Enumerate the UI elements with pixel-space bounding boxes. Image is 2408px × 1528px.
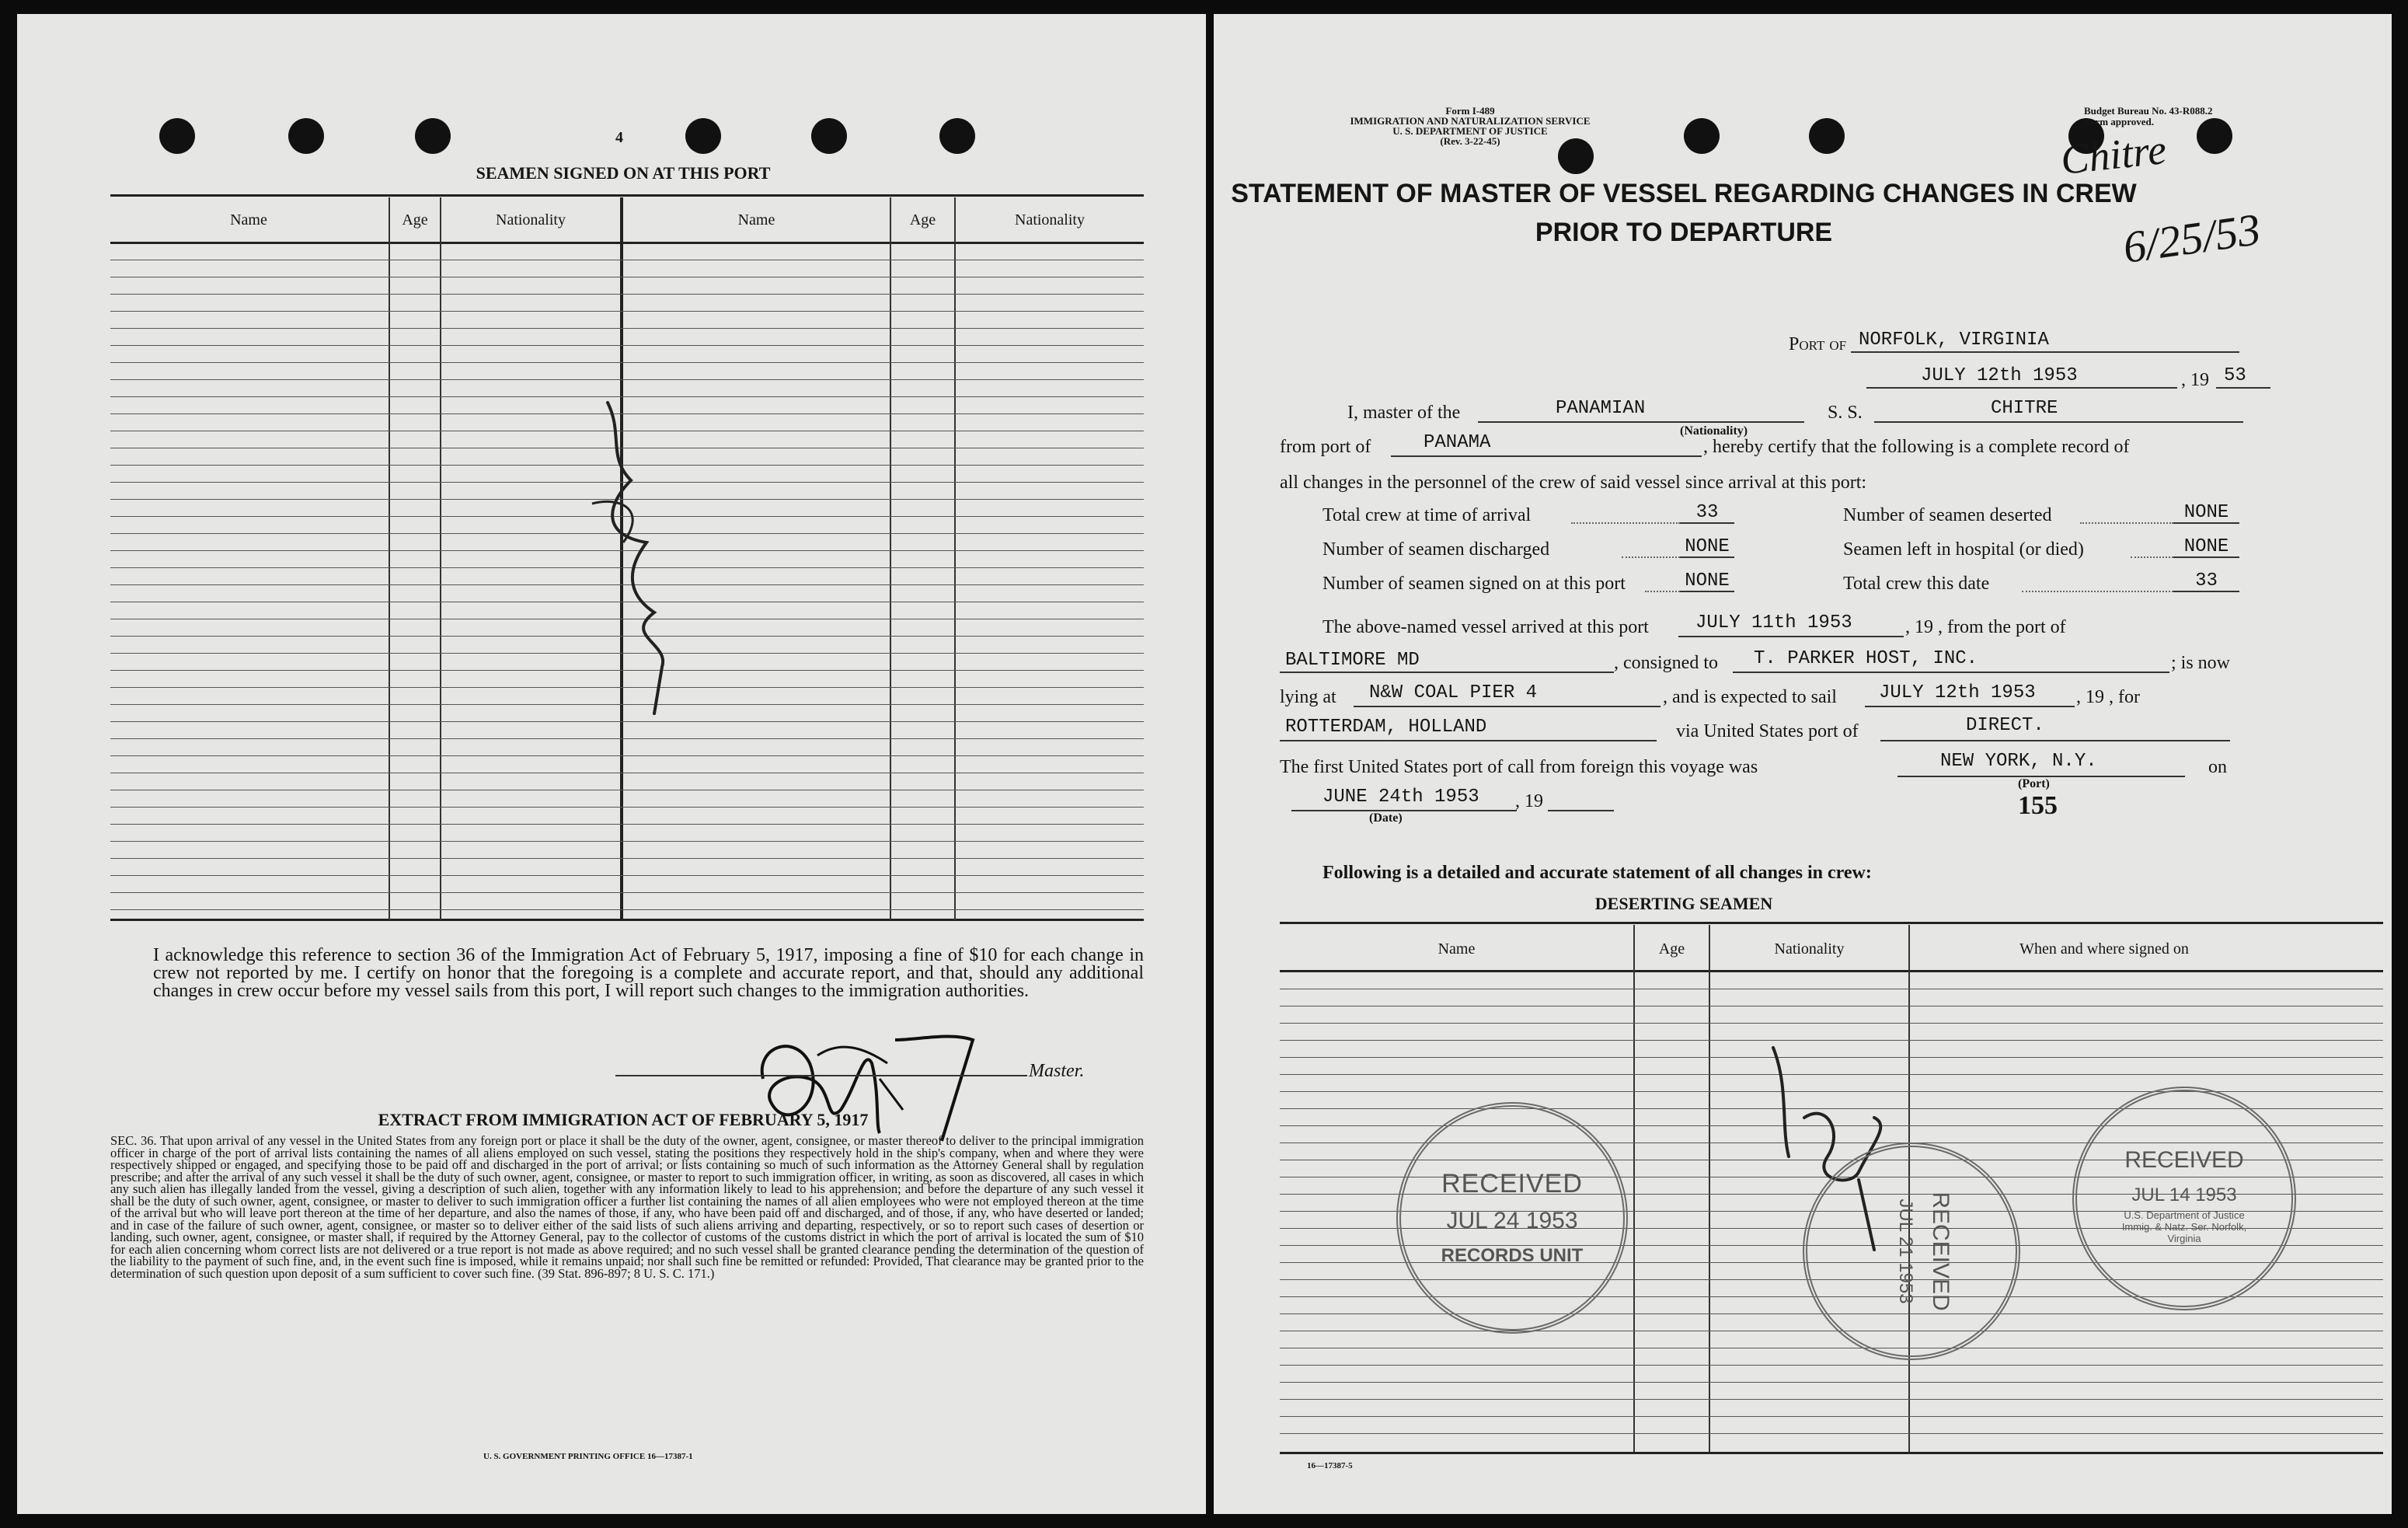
ship-value: CHITRE [1991, 398, 2058, 419]
col-header-nationality: Nationality [1774, 940, 1845, 958]
col-divider [389, 197, 390, 920]
punch-hole [159, 118, 195, 154]
consigned-label: , consigned to [1614, 653, 1718, 673]
nationality-line [1478, 421, 1804, 423]
stamp-date: JUL 14 1953 [2131, 1184, 2237, 1205]
stat-line [1680, 556, 1734, 558]
table-bottom-rule [1280, 1452, 2383, 1454]
budget-note [2084, 106, 2213, 127]
first-port-label: The first United States port of call from foreign this voyage was [1280, 757, 1758, 777]
leader-dots [2080, 522, 2173, 524]
expected-label: , and is expected to sail [1663, 687, 1837, 707]
col-header-signed-on: When and where signed on [2019, 940, 2189, 958]
year-line [2216, 387, 2270, 389]
leader-dots [1571, 522, 1680, 524]
stamp-text: RECEIVED [2124, 1147, 2244, 1173]
from-port-value: PANAMA [1424, 432, 1491, 453]
date-value: JULY 12th 1953 [1921, 365, 2078, 386]
on-label: on [2208, 757, 2227, 777]
port-line [1851, 351, 2239, 353]
stamp-sub: U.S. Department of Justice Immig. & Natz. Ser. Norfolk, Virginia [2121, 1209, 2247, 1244]
year-value: 53 [2224, 365, 2246, 386]
first-date-value: JUNE 24th 1953 [1322, 787, 1479, 808]
leader-dots [2131, 556, 2173, 558]
deserting-title: DESERTING SEAMEN [1594, 894, 1773, 913]
from-port-line [1391, 455, 1702, 457]
col-header-nationality: Nationality [496, 211, 566, 229]
punch-hole [1809, 118, 1845, 154]
stat-value: 33 [2195, 570, 2218, 591]
table-row-rule [110, 311, 1144, 312]
col-header-nationality: Nationality [1015, 211, 1085, 229]
col-header-age: Age [402, 211, 428, 229]
col-header-name: Name [230, 211, 267, 229]
right-page [1214, 14, 2392, 1514]
via-line [1880, 740, 2230, 741]
form-title: STATEMENT OF MASTER OF VESSEL REGARDING CHANGES IN CREW [1231, 179, 2137, 208]
stat-label: Number of seamen discharged [1322, 539, 1550, 560]
table-row-rule [110, 892, 1144, 893]
destination-value: ROTTERDAM, HOLLAND [1285, 717, 1487, 738]
form-header [1291, 106, 1649, 146]
via-value: DIRECT. [1966, 715, 2044, 736]
certify-text: , hereby certify that the following is a complete record of [1703, 437, 2130, 457]
stat-line [2173, 591, 2239, 592]
agency-name: IMMIGRATION AND NATURALIZATION SERVICE [1350, 115, 1591, 127]
arrived-label: The above-named vessel arrived at this port [1322, 617, 1649, 637]
date-caption: (Date) [1369, 811, 1403, 825]
stat-label: Number of seamen deserted [1843, 505, 2052, 525]
table-row-rule [110, 909, 1144, 910]
received-stamp [1803, 1143, 2020, 1360]
port-label: Port of [1789, 334, 1847, 354]
table-row-rule [110, 738, 1144, 739]
arrived-line [1678, 636, 1904, 637]
destination-line [1280, 740, 1657, 741]
extract-title: EXTRACT FROM IMMIGRATION ACT OF FEBRUARY 5, 1917 [378, 1110, 869, 1129]
nationality-value: PANAMIAN [1556, 398, 1646, 419]
signature-line [615, 1075, 1027, 1076]
stat-label: Total crew at time of arrival [1322, 505, 1532, 525]
first-date-line [1291, 810, 1517, 811]
col-divider [954, 197, 956, 920]
col-header-name: Name [737, 211, 775, 229]
stat-line [1680, 522, 1734, 524]
consigned-value: T. PARKER HOST, INC. [1754, 648, 1978, 669]
date-line [1866, 387, 2177, 389]
stat-value: 33 [1695, 502, 1719, 523]
from-port-label: from port of [1280, 437, 1371, 457]
form-footer: 16—17387-5 [1307, 1461, 1353, 1470]
first-port-value: NEW YORK, N.Y. [1940, 751, 2097, 772]
form-number: Form I-489 [1445, 105, 1495, 117]
left-page [17, 14, 1206, 1514]
page-number: 4 [615, 129, 623, 146]
via-label: via United States port of [1676, 721, 1859, 741]
stamp-date: JUL 21 1953 [1895, 1198, 1916, 1304]
col-header-age: Age [909, 211, 936, 229]
ship-line [1874, 421, 2243, 423]
handwritten-ship: Chitre [2058, 126, 2169, 183]
leader-dots [1622, 556, 1680, 558]
col-divider [890, 197, 891, 920]
table-top-rule [1280, 922, 2383, 924]
date-year-prefix: , 19 [1515, 791, 1543, 811]
sail-value: JULY 12th 1953 [1879, 682, 2036, 703]
table-bottom-rule [110, 919, 1144, 921]
table-row-rule [1280, 1399, 2383, 1400]
for-label: , 19 , for [2076, 687, 2140, 707]
leader-dots [1645, 591, 1680, 592]
table-row-rule [1280, 1416, 2383, 1417]
stamp-text: RECEIVED [1928, 1191, 1953, 1311]
changes-text: all changes in the personnel of the crew of said vessel since arrival at this port: [1280, 473, 1867, 493]
arrived-value: JULY 11th 1953 [1695, 612, 1852, 633]
table-row-rule [110, 755, 1144, 756]
master-label: Master. [1029, 1061, 1085, 1081]
stat-value: NONE [1685, 536, 1730, 557]
punch-hole [1684, 118, 1720, 154]
stat-line [2173, 522, 2239, 524]
punch-hole [415, 118, 451, 154]
stat-value: NONE [1685, 570, 1730, 591]
col-header-name: Name [1437, 940, 1476, 958]
received-stamp [1396, 1102, 1628, 1334]
stat-value: NONE [2183, 536, 2229, 557]
year-prefix: , 19 [2181, 370, 2209, 390]
stat-label: Total crew this date [1843, 574, 1990, 594]
stamp-text: RECEIVED [1441, 1169, 1583, 1198]
table-row-rule [1280, 1382, 2383, 1383]
consigned-line [1733, 672, 2169, 673]
budget-number: Budget Bureau No. 43-R088.2 [2084, 105, 2213, 117]
table-header-rule [110, 242, 1144, 244]
punch-hole [685, 118, 721, 154]
number-stamp: 155 [2018, 791, 2058, 820]
arrived-from-line [1280, 672, 1614, 673]
table-row-rule [110, 362, 1144, 363]
stamp-sub: RECORDS UNIT [1441, 1245, 1584, 1266]
lying-label: lying at [1280, 687, 1336, 707]
extract-text: SEC. 36. That upon arrival of any vessel in the United States from any foreign port or place it shall be the duty of the owner, agent, consignee, or master thereof to deliver to the principal immigration officer in charge of the port of arrival lists containing the names of all aliens employed on such vessel, stating the positions they respectively hold in the ship's company, when and where they were respectively shipped or engaged, and specifying those to be paid off and discharged in the port of arrival; or lists containing so much of such information as the Attorney General shall by regulation prescribe; and after the arrival of any such vessel it shall be the duty of such owner, agent, consignee, or master to report to such immigration officer, in writing, as soon as discovered, all cases in which any such alien has illegally landed from the vessel, giving a description of such alien, together with any information likely to lead to his apprehension; and before the departure of any such vessel it shall be the duty of such owner, agent, consignee, or master to deliver to such immigration officer a further list containing the names of all alien employees who were not employed thereon at the time of the arrival but who will leave port thereon at the time of her departure, and also the names of those, if any, who have been paid off and discharged, and of those, if any, who have deserted or landed; and in case of the failure of such owner, agent, consignee, or master so to deliver either of the said lists of such aliens arriving and departing, respectively, or so to report such cases of desertion or landing, such owner, agent, consignee, or master shall, if required by the Attorney General, pay to the collector of customs of the customs district in which the port of arrival is located the sum of $10 for each alien concerning whom correct lists are not delivered or a true report is not made as above required; and no such vessel shall be granted clearance pending the determination of the question of the liability to the payment of such fine, and, in the event such fine is imposed, while it remains unpaid; nor shall such fine be remitted or refunded: Provided, That clearance may be granted prior to the determination of such question upon deposit of a sum sufficient to cover such fine. (39 Stat. 896-897; 8 U. S. C. 171.) [110, 1133, 1144, 1281]
stamp-date: JUL 24 1953 [1446, 1208, 1578, 1233]
table-row-rule [110, 294, 1144, 295]
col-divider [1633, 925, 1635, 1453]
table-row-rule [110, 875, 1144, 876]
table-row-rule [110, 345, 1144, 346]
port-caption: (Port) [2018, 777, 2050, 790]
table-row-rule [1280, 1365, 2383, 1366]
arrived-from-value: BALTIMORE MD [1285, 650, 1420, 671]
table-row-rule [110, 858, 1144, 859]
lying-line [1354, 706, 1661, 707]
printer-line: U. S. GOVERNMENT PRINTING OFFICE 16—17387-1 [483, 1452, 693, 1461]
port-value: NORFOLK, VIRGINIA [1859, 330, 2049, 351]
ss-label: S. S. [1828, 403, 1863, 423]
stat-line [2173, 556, 2239, 558]
table-top-rule [110, 194, 1144, 197]
acknowledgement-text: I acknowledge this reference to section 36 of the Immigration Act of February 5, 1917, imposing a fine of $10 for each change in crew not reported by me. I certify on honor that the foregoing is a complete and accurate report, and that, should any additional changes in crew occur before my vessel sails from this port, I will report such changes to the immigration authorities. [153, 945, 1144, 1001]
punch-hole [939, 118, 975, 154]
leader-dots [2022, 591, 2173, 592]
stat-label: Seamen left in hospital (or died) [1843, 539, 2084, 560]
table-header-rule [1280, 970, 2383, 972]
date-year-line [1548, 810, 1614, 811]
from-port-of-label: , 19 , from the port of [1905, 617, 2066, 637]
master-of-label: I, master of the [1347, 403, 1461, 423]
table-row-rule [110, 824, 1144, 825]
col-divider [1709, 925, 1710, 1453]
col-header-age: Age [1658, 940, 1685, 958]
sail-line [1865, 706, 2075, 707]
table-row-rule [110, 807, 1144, 808]
revision-date: (Rev. 3-22-45) [1440, 135, 1500, 147]
table-row-rule [110, 379, 1144, 380]
nationality-caption: (Nationality) [1680, 424, 1748, 438]
department-name: U. S. DEPARTMENT OF JUSTICE [1392, 125, 1548, 137]
is-now-label: ; is now [2171, 653, 2231, 673]
stat-line [1680, 591, 1734, 592]
received-stamp [2072, 1087, 2296, 1310]
form-approved: Form approved. [2084, 116, 2155, 127]
table-row-rule [1280, 1433, 2383, 1434]
stat-value: NONE [2183, 502, 2229, 523]
punch-hole [811, 118, 847, 154]
handwritten-date: 6/25/53 [2120, 203, 2263, 274]
col-divider [440, 197, 441, 920]
punch-hole [288, 118, 324, 154]
handwritten-mark [577, 387, 732, 729]
lying-value: N&W COAL PIER 4 [1369, 682, 1538, 703]
section-title: SEAMEN SIGNED ON AT THIS PORT [476, 163, 771, 183]
form-subtitle: PRIOR TO DEPARTURE [1535, 218, 1833, 247]
table-row-rule [1280, 1023, 2383, 1024]
stat-label: Number of seamen signed on at this port [1322, 574, 1626, 594]
table-row-rule [110, 328, 1144, 329]
table-row-rule [110, 841, 1144, 842]
following-text: Following is a detailed and accurate statement of all changes in crew: [1322, 863, 1872, 883]
